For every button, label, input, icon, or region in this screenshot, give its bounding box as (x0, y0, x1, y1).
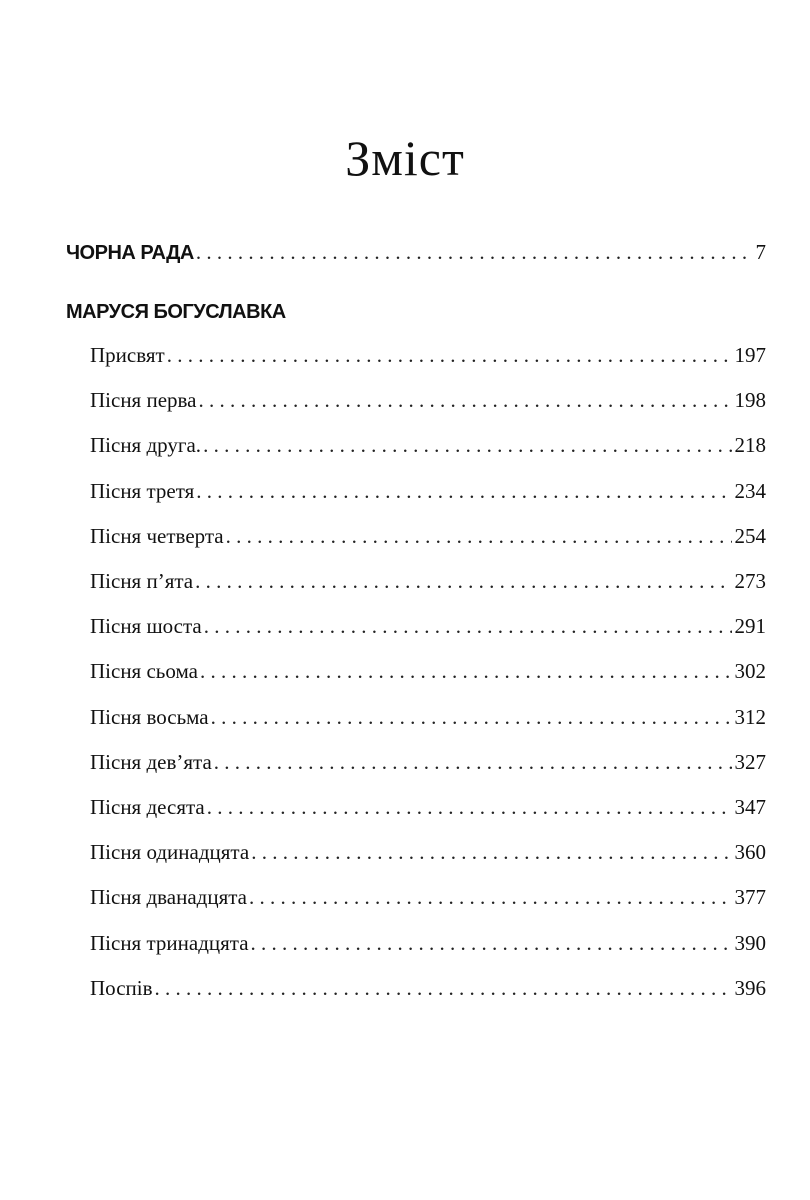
toc-entry-page: 302 (734, 659, 766, 683)
toc-entry-label: Пісня тринадцята (90, 931, 249, 955)
toc-entry-label: Пісня дванадцята (90, 885, 248, 909)
toc-entry-label: Поспів (90, 976, 153, 1000)
toc-entry-page: 396 (734, 976, 766, 1000)
toc-entry[interactable] (90, 340, 766, 370)
dot-leader (200, 656, 732, 686)
toc-entry[interactable] (90, 476, 766, 506)
toc-entry-label: Пісня дев’ята (90, 750, 212, 774)
dot-leader (199, 385, 732, 415)
dot-leader (155, 973, 732, 1003)
toc-entry[interactable] (90, 430, 766, 460)
toc-entry[interactable] (90, 611, 766, 641)
dot-leader (196, 237, 753, 267)
toc-entry-label: Присвят (90, 343, 165, 367)
toc-entry-page: 254 (734, 524, 766, 548)
dot-leader (249, 882, 731, 912)
toc-entry-label: Пісня одинадцята (90, 840, 250, 864)
dot-leader (251, 928, 732, 958)
toc-entry-page: 197 (734, 343, 766, 367)
toc-entry-label: Пісня сьома (90, 659, 198, 683)
toc-entry-label: Пісня шоста (90, 614, 202, 638)
toc-entry-page: 360 (734, 840, 766, 864)
toc-entry-page: 273 (734, 569, 766, 593)
toc-entry-page: 312 (734, 705, 766, 729)
dot-leader (214, 747, 732, 777)
toc-entry-page: 327 (734, 750, 766, 774)
dot-leader (203, 430, 731, 460)
dot-leader (167, 340, 732, 370)
toc-entry[interactable] (90, 702, 766, 732)
toc-entry-label: Пісня четверта (90, 524, 224, 548)
dot-leader (211, 702, 732, 732)
toc-entry[interactable] (90, 973, 766, 1003)
toc-entry-label: Пісня десята (90, 795, 205, 819)
toc-entry-page: 377 (734, 885, 766, 909)
toc-entry-label: Пісня п’ята (90, 569, 194, 593)
toc-entry-page: 234 (734, 479, 766, 503)
toc-entry-page: 218 (734, 433, 766, 457)
dot-leader (204, 611, 732, 641)
dot-leader (207, 792, 732, 822)
toc-entry-page: 347 (734, 795, 766, 819)
toc-entry[interactable] (90, 928, 766, 958)
dot-leader (226, 521, 732, 551)
toc-entry-page: 390 (734, 931, 766, 955)
toc-entry[interactable] (90, 385, 766, 415)
toc-entry[interactable] (90, 521, 766, 551)
toc-entry-label: Пісня друга. (90, 433, 202, 457)
toc-entry[interactable] (90, 792, 766, 822)
toc-entry[interactable] (90, 747, 766, 777)
toc-entry-page: 198 (734, 388, 766, 412)
page-title: Зміст (345, 130, 465, 186)
toc-entry-page: 7 (755, 240, 766, 264)
toc-entry-label: Пісня третя (90, 479, 195, 503)
dot-leader (196, 476, 731, 506)
toc-entry[interactable] (90, 566, 766, 596)
toc-entry-label: ЧОРНА РАДА (66, 242, 194, 264)
toc-entry-page: 291 (734, 614, 766, 638)
toc-entry[interactable] (90, 837, 766, 867)
toc-entry-label: Пісня перва (90, 388, 197, 412)
toc-entry-chorna-rada[interactable] (66, 237, 766, 267)
toc-entry-label: Пісня восьма (90, 705, 209, 729)
dot-leader (251, 837, 731, 867)
toc-entry[interactable] (90, 882, 766, 912)
section-heading: МАРУСЯ БОГУСЛАВКА (66, 301, 286, 323)
dot-leader (195, 566, 731, 596)
toc-entry[interactable] (90, 656, 766, 686)
